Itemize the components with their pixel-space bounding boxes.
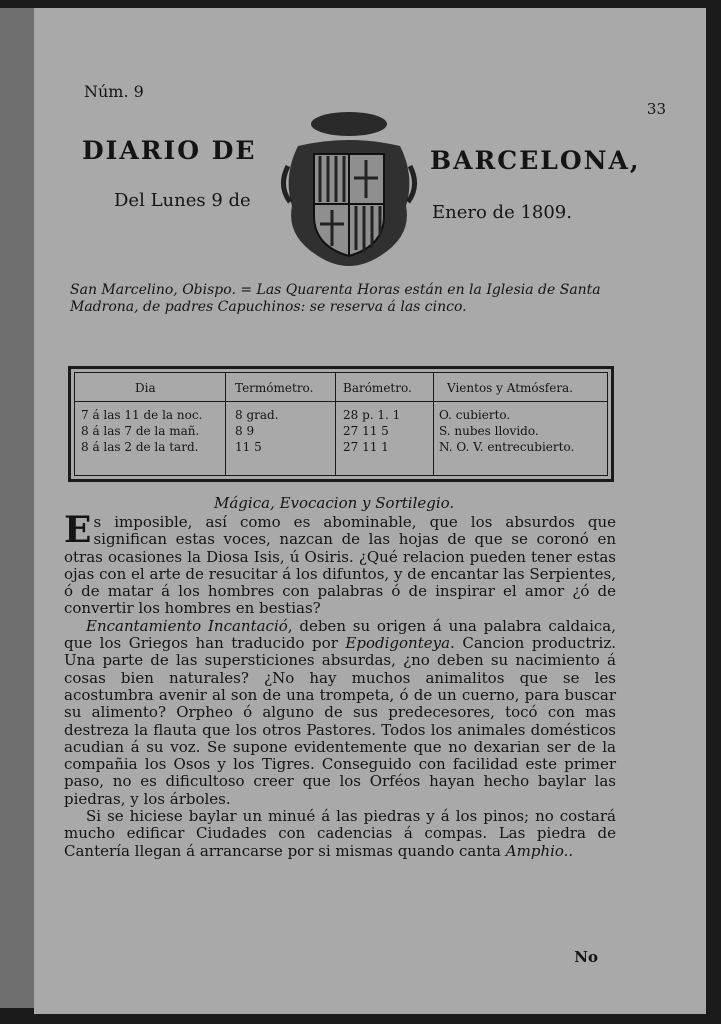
row2-wind: S. nubes llovido. (439, 424, 539, 438)
row1-wind: O. cubierto. (439, 408, 511, 422)
catchword: No (574, 948, 598, 966)
date-right: Enero de 1809. (432, 202, 572, 223)
masthead-title-left: DIARIO DE (82, 136, 257, 165)
row3-baro: 27 11 1 (343, 440, 389, 454)
drop-cap: E (64, 509, 92, 551)
row3-time: 8 á las 2 de la tard. (81, 440, 199, 454)
paragraph-1: s imposible, así como es abominable, que los absurdos que significan estas voces, nazcan de las hojas de que se coronó en otras ocasiones la Diosa Isis, ú Osiris. ¿Qué relacion pueden tener estas ojas con el arte de resucitar á los difuntos, y de encantar las Serpientes, ó de matar á los hombres con palabras ó de inspirar el amor ¿ó de convertir los hombres en bestias? (64, 513, 616, 618)
row1-thermo: 8 grad. (235, 408, 279, 422)
header-termometro: Termómetro. (235, 381, 314, 395)
newspaper-page (34, 8, 706, 1014)
article-title: Mágica, Evocacion y Sortilegio. (214, 494, 455, 512)
saints-notice: San Marcelino, Obispo. = Las Quarenta Horas están en la Iglesia de Santa Madrona, de padres Capuchinos: se reserva á las cinco. (70, 282, 601, 315)
row3-wind: N. O. V. entrecubierto. (439, 440, 575, 454)
row2-baro: 27 11 5 (343, 424, 389, 438)
header-dia: Dia (135, 381, 156, 395)
barcelona-coat-of-arms-icon (278, 106, 420, 276)
left-page-edge (0, 8, 34, 1008)
paragraph-3: Si se hiciese baylar un minué á las piedras y á los pinos; no costará mucho edificar Ciudades con cadencias á compas. Las piedra de Cantería llegan á arrancarse por si mismas quando canta (64, 807, 616, 860)
paragraph-2-italic: Encantamiento Incantació (86, 616, 288, 635)
header-barometro: Barómetro. (343, 381, 412, 395)
masthead-title-right: BARCELONA, (430, 146, 641, 175)
row1-time: 7 á las 11 de la noc. (81, 408, 203, 422)
row2-thermo: 8 9 (235, 424, 255, 438)
article-body (64, 509, 617, 860)
paragraph-2-b: . Cancion productriz. Una parte de las supersticiones absurdas, ¿no deben su nacimiento á cosas bien naturales? ¿No hay muchos animalitos que se les acostumbra avenir al son de una trompeta, ó de un cuerno, para buscar su alimento? Orpheo ó alguno de sus predecesores, tocó con mas destreza la flauta que los otros Pastores. Todos los animales domésticos acudian á su voz. Se supone evidentemente que no dexarian ser de la compañia los Osos y los Tigres. Conseguido con facilidad este primer paso, no es dificultoso creer que los Orféos hayan hecho baylar las piedras, y los árboles. (64, 634, 616, 808)
paragraph-2-italic-2: Epodigonteya (345, 634, 451, 653)
issue-number: Núm. 9 (84, 82, 144, 101)
weather-table (68, 366, 614, 482)
date-left: Del Lunes 9 de (114, 190, 251, 211)
row3-thermo: 11 5 (235, 440, 262, 454)
paragraph-3-italic: Amphio.. (505, 841, 574, 860)
row1-baro: 28 p. 1. 1 (343, 408, 401, 422)
header-vientos: Vientos y Atmósfera. (447, 381, 574, 395)
row2-time: 8 á las 7 de la mañ. (81, 424, 200, 438)
page-number: 33 (646, 100, 666, 118)
paragraph-2-a: , deben su origen á una palabra caldaica, que los Griegos han traducido por (64, 616, 617, 653)
